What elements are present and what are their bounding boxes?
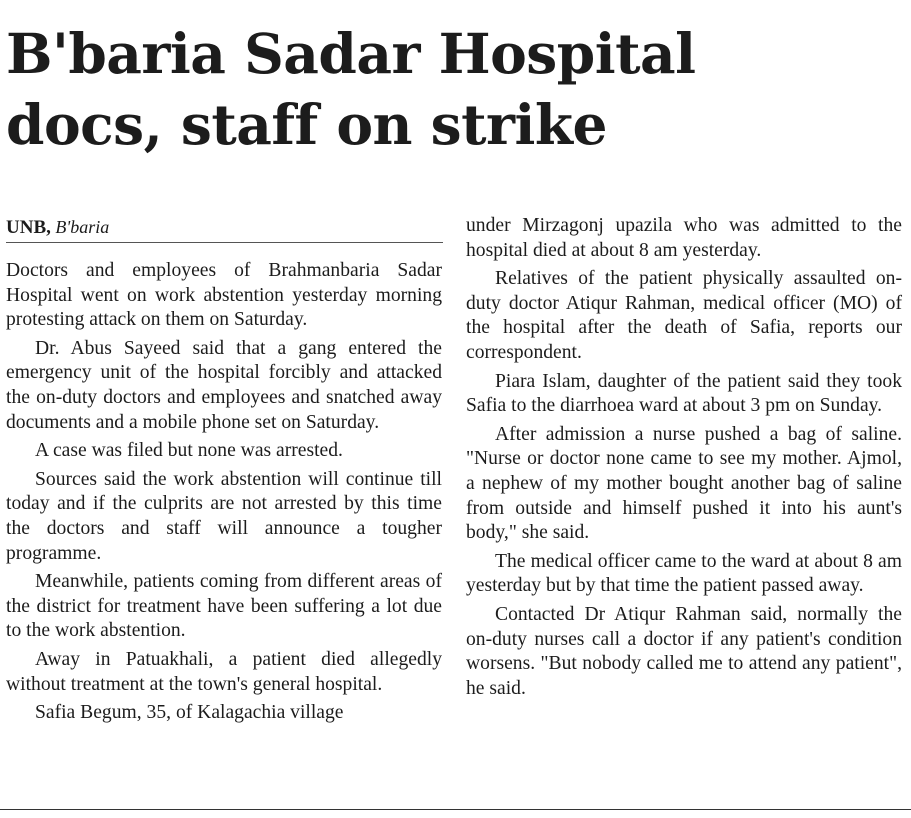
bottom-divider [0, 809, 911, 810]
headline [6, 18, 906, 160]
article-column-left [6, 259, 442, 726]
paragraph: Contacted Dr Atiqur Rahman said, normally the on-duty nurses call a doctor if any patient's condition worsens. "But nobody called me to attend any patient", he said. [466, 603, 902, 699]
paragraph: Away in Patuakhali, a patient died allegedly without treatment at the town's general hospital. [6, 648, 442, 695]
paragraph: A case was filed but none was arrested. [35, 440, 343, 462]
paragraph: Dr. Abus Sayeed said that a gang entered the emergency unit of the hospital forcibly and attacked the on-duty doctors and employees and snatched away documents and a mobile phone set on Saturday. [6, 337, 442, 433]
byline-divider [6, 242, 443, 243]
headline-line-1: B'baria Sadar Hospital [6, 21, 696, 86]
paragraph: Meanwhile, patients coming from different areas of the district for treatment have been suffering a lot due to the work abstention. [6, 571, 442, 642]
byline-place: B'baria [55, 217, 110, 237]
paragraph: Relatives of the patient physically assaulted on-duty doctor Atiqur Rahman, medical officer (MO) of the hospital after the death of Safia, reports our correspondent. [466, 268, 902, 363]
article-column-right [466, 214, 902, 701]
paragraph-continuation: under Mirzagonj upazila who was admitted to the hospital died at about 8 am yesterday. [466, 215, 902, 261]
paragraph: After admission a nurse pushed a bag of saline. "Nurse or doctor none came to see my mother. Ajmol, a nephew of my mother bought another bag of saline from outside and himself pushed it into his aunt's body," she said. [466, 423, 902, 544]
byline [6, 216, 109, 239]
paragraph: Sources said the work abstention will continue till today and if the culprits are not arrested by this time the doctors and staff will announce a tougher programme. [6, 468, 442, 564]
paragraph: Doctors and employees of Brahmanbaria Sadar Hospital went on work abstention yesterday morning protesting attack on them on Saturday. [6, 260, 442, 331]
paragraph: Piara Islam, daughter of the patient said they took Safia to the diarrhoea ward at about 3 pm on Sunday. [466, 370, 902, 417]
paragraph: The medical officer came to the ward at about 8 am yesterday but by that time the patient passed away. [466, 550, 902, 597]
headline-line-2: docs, staff on strike [6, 92, 608, 157]
paragraph: Safia Begum, 35, of Kalagachia village [35, 702, 344, 724]
byline-agency: UNB, [6, 217, 51, 238]
